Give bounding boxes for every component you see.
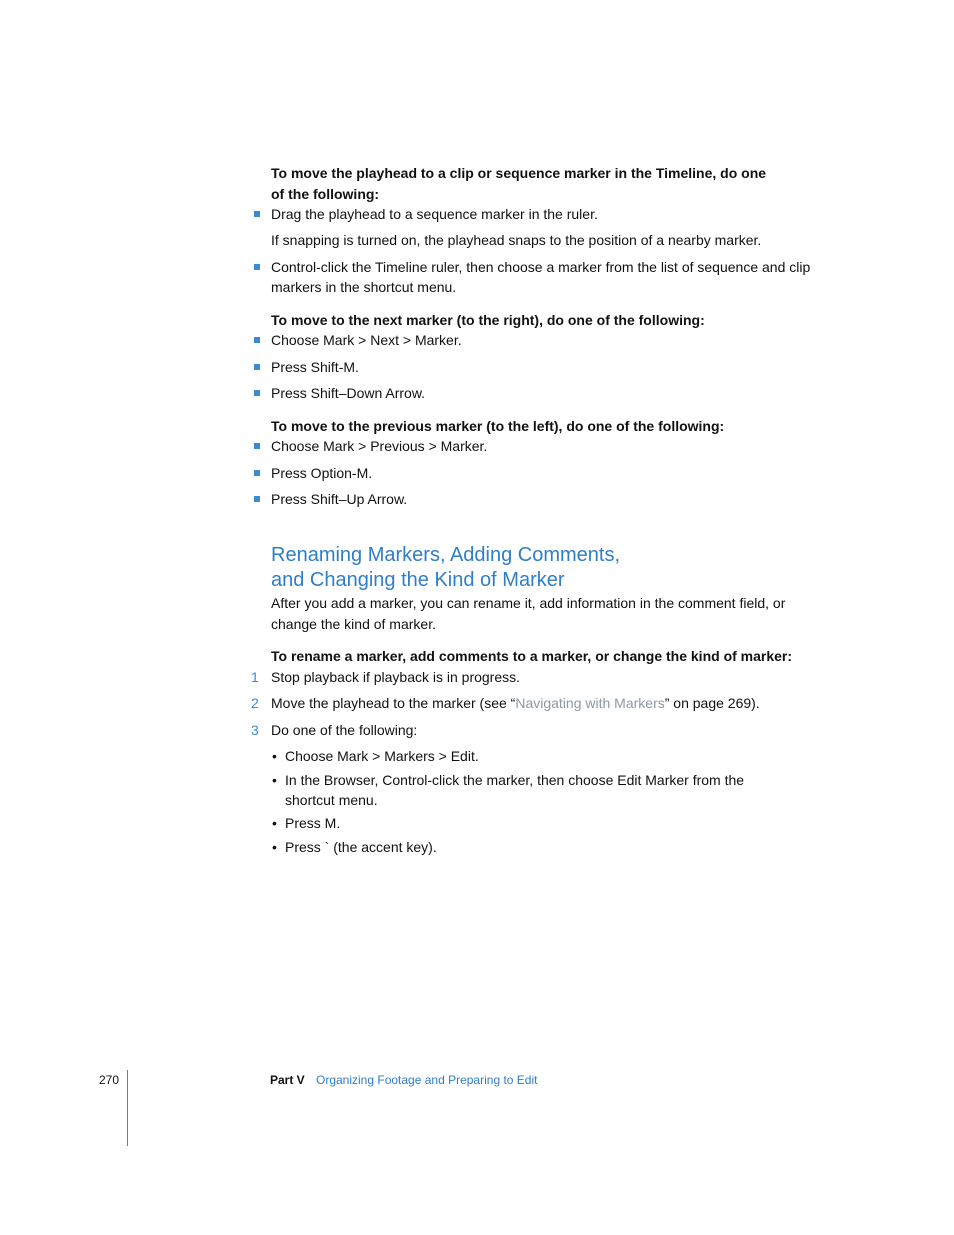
bullet-text: Press Shift–Down Arrow. (271, 385, 426, 401)
step-number: 2 (251, 695, 259, 711)
cross-reference-link[interactable]: Navigating with Markers (515, 695, 665, 711)
sub-bullet-text: Press ` (the accent key). (285, 839, 437, 855)
intro-text-line1: After you add a marker, you can rename it, add information in the comment field, or (271, 595, 786, 611)
bullet-text: Choose Mark > Previous > Marker. (271, 438, 488, 454)
page-number: 270 (99, 1073, 120, 1087)
bullet-dot-icon: • (272, 748, 277, 764)
bullet-text: Press Shift-M. (271, 359, 359, 375)
step-text: Stop playback if playback is in progress. (271, 669, 521, 685)
bullet-dot-icon: • (272, 839, 277, 855)
bullet-square-icon (254, 264, 260, 270)
sub-bullet-text: Press M. (285, 815, 341, 831)
bullet-square-icon (254, 364, 260, 370)
bullet-dot-icon: • (272, 815, 277, 831)
task-heading: To move to the previous marker (to the left), do one of the following: (271, 418, 725, 434)
bullet-text: Drag the playhead to a sequence marker in the ruler. (271, 206, 598, 222)
section-title-line2: and Changing the Kind of Marker (271, 569, 565, 591)
step-number: 1 (251, 669, 259, 685)
bullet-square-icon (254, 211, 260, 217)
step-number: 3 (251, 722, 259, 738)
bullet-text: Choose Mark > Next > Marker. (271, 332, 462, 348)
task-heading-line1: To move the playhead to a clip or sequence marker in the Timeline, do one (271, 165, 767, 181)
footer-part-label: Part V (270, 1073, 305, 1087)
sub-bullet-text: In the Browser, Control-click the marker, then choose Edit Marker from the (285, 772, 745, 788)
step-text: Do one of the following: (271, 722, 418, 738)
intro-text-line2: change the kind of marker. (271, 616, 436, 632)
bullet-text: Press Option-M. (271, 465, 373, 481)
sub-bullet-text: Choose Mark > Markers > Edit. (285, 748, 479, 764)
bullet-square-icon (254, 496, 260, 502)
bullet-square-icon (254, 390, 260, 396)
step-text (271, 693, 760, 713)
task-heading: To rename a marker, add comments to a marker, or change the kind of marker: (271, 648, 793, 664)
bullet-text: Control-click the Timeline ruler, then choose a marker from the list of sequence and clip (271, 259, 811, 275)
bullet-text: Press Shift–Up Arrow. (271, 491, 408, 507)
footer-divider (127, 1070, 128, 1146)
sub-bullet-text-continued: shortcut menu. (285, 792, 378, 808)
step-text-after: ” on page 269). (664, 695, 760, 711)
task-heading-line2: of the following: (271, 186, 380, 202)
step-text-before: Move the playhead to the marker (see “ (271, 695, 516, 711)
footer-chapter-title: Organizing Footage and Preparing to Edit (316, 1073, 538, 1087)
bullet-square-icon (254, 470, 260, 476)
section-title-line1: Renaming Markers, Adding Comments, (271, 544, 621, 566)
bullet-square-icon (254, 337, 260, 343)
bullet-dot-icon: • (272, 772, 277, 788)
bullet-text-continued: markers in the shortcut menu. (271, 279, 457, 295)
note-text: If snapping is turned on, the playhead snaps to the position of a nearby marker. (271, 232, 762, 248)
task-heading: To move to the next marker (to the right), do one of the following: (271, 312, 705, 328)
bullet-square-icon (254, 443, 260, 449)
